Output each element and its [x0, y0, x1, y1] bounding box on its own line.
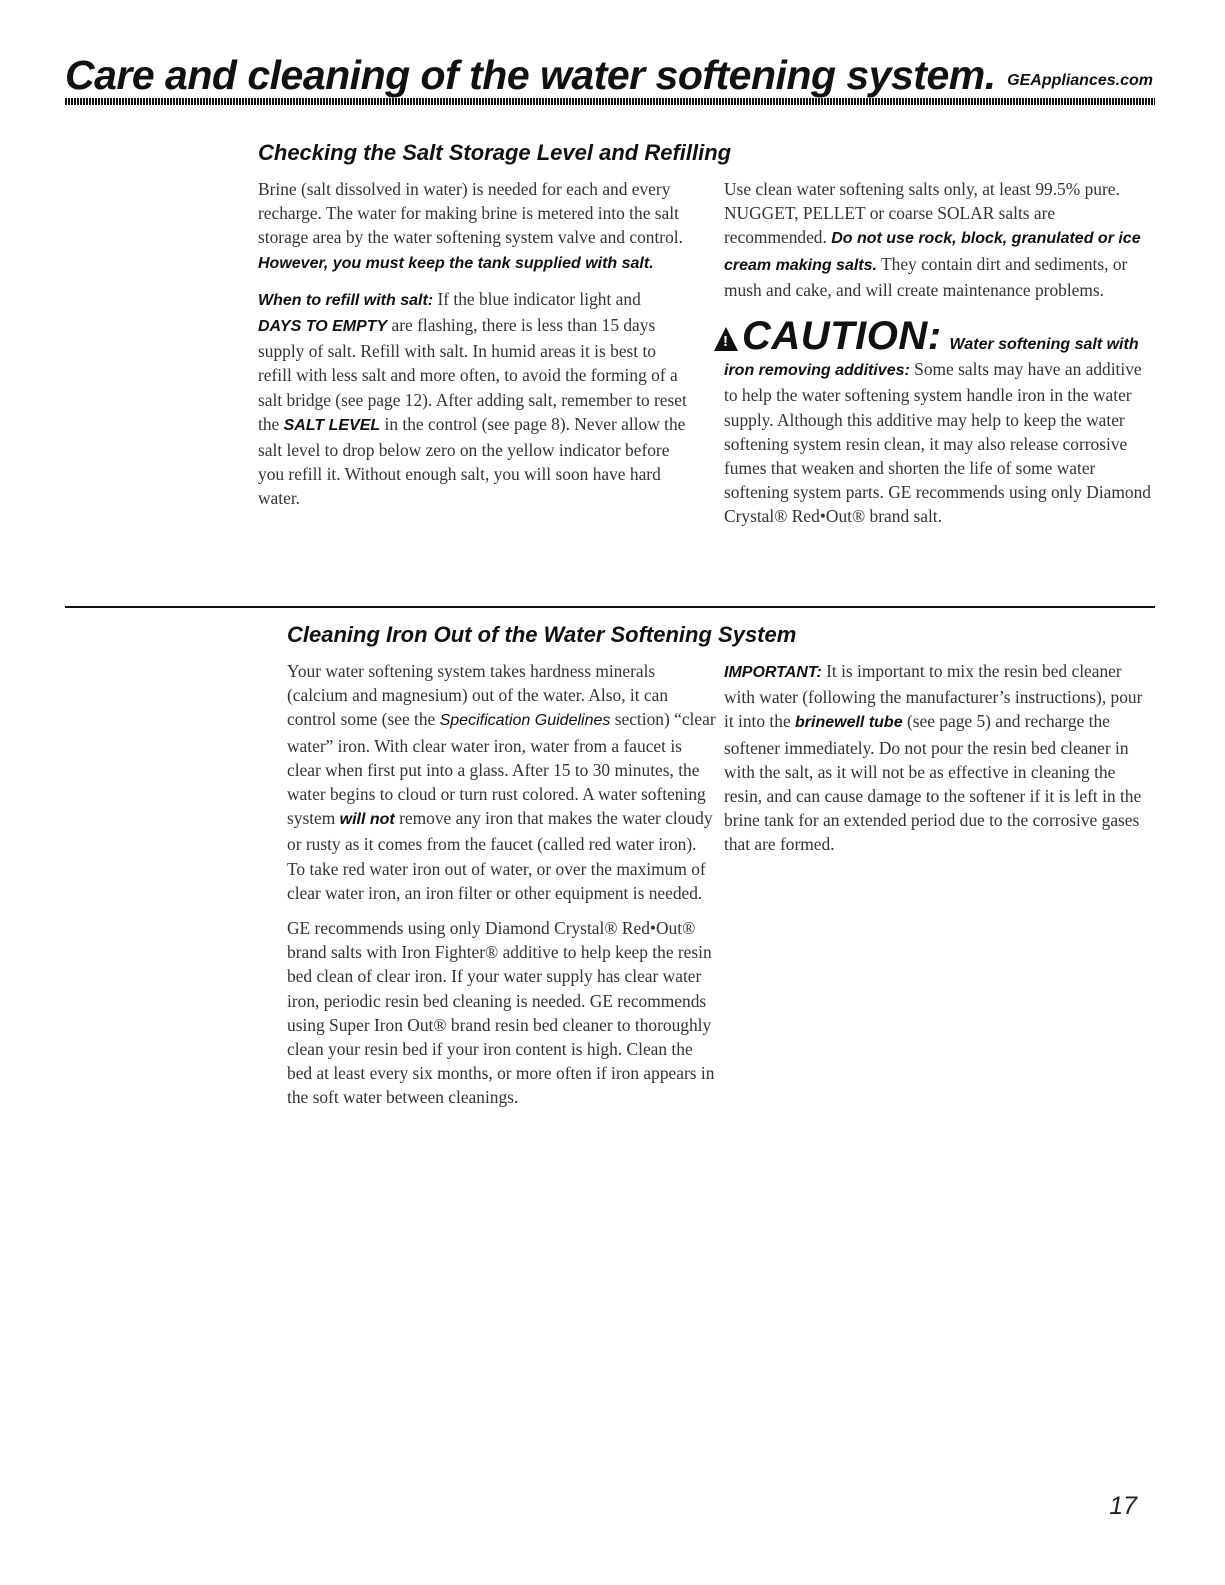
important-label: IMPORTANT:: [724, 664, 822, 681]
page-title: Care and cleaning of the water softening system.: [65, 52, 996, 98]
refill-text-1: If the blue indicator light and: [433, 288, 641, 309]
caution-subtitle-continued: iron removing additives:: [724, 362, 910, 380]
page-number: 17: [1109, 1492, 1137, 1520]
clean-salts-text-2: They contain dirt and sediments, or mush and cake, and will create maintenance problems.: [724, 253, 1128, 300]
refill-text-3: in the control (see page 8). Never allow the salt level to drop below zero on the yellow indicator before you refill it. Without enough salt, you will soon have hard water.: [258, 413, 686, 509]
hardness-paragraph: [287, 659, 717, 905]
important-paragraph: [724, 659, 1154, 857]
brine-paragraph: [258, 177, 688, 276]
recommendation-paragraph: GE recommends using only Diamond Crystal® Red•Out® brand salts with Iron Fighter® additive to help keep the resin bed clean of clear iron. If your water supply has clear water iron, periodic resin bed cleaning is needed. GE recommends using Super Iron Out® brand resin bed cleaner to thoroughly clean your resin bed if your iron content is high. Clean the bed at least every six months, or more often if iron appears in the soft water between cleanings.: [287, 918, 715, 1108]
when-to-refill-paragraph: [258, 287, 688, 511]
section-heading-cleaning-iron: Cleaning Iron Out of the Water Softening System: [287, 622, 797, 647]
salt-level-right-column: [724, 177, 1154, 540]
caution-block: [724, 316, 1154, 529]
specification-guidelines-ref: Specification Guidelines: [439, 712, 611, 730]
refill-text-2: are flashing, there is less than 15 days supply of salt. Refill with salt. In humid areas it is best to refill with less salt and more often, to avoid the forming of a salt bridge (see page 12). After adding salt, remember to reset the: [258, 315, 687, 434]
warning-triangle-icon: [714, 327, 738, 351]
cleaning-iron-left-column: [287, 659, 717, 1121]
will-not-emphasis: will not: [339, 811, 395, 829]
section-heading-salt-level: Checking the Salt Storage Level and Refilling: [258, 140, 732, 165]
brinewell-tube-label: brinewell tube: [795, 714, 903, 732]
clean-salts-text: Use clean water softening salts only, at least 99.5% pure. NUGGET, PELLET or coarse SOLAR salts are recommended.: [724, 179, 1120, 248]
salt-level-label: SALT LEVEL: [283, 416, 381, 434]
caution-label: CAUTION:: [742, 314, 942, 359]
brine-text: Brine (salt dissolved in water) is needed for each and every recharge. The water for making brine is metered into the salt storage area by the water softening system valve and control.: [258, 179, 683, 248]
days-to-empty-label: DAYS TO EMPTY: [258, 318, 388, 336]
clean-salts-paragraph: [724, 177, 1154, 302]
hardness-text-2: section) “clear water” iron. With clear water iron, water from a faucet is clear when first put into a glass. After 15 to 30 minutes, the water begins to cloud or turn rust colored. A water softening system: [287, 709, 716, 829]
caution-subtitle: Water softening salt with: [949, 336, 1139, 354]
keep-supplied-warning: However, you must keep the tank supplied with salt.: [258, 254, 654, 272]
salts-warning: Do not use rock, block, granulated or ice cream making salts.: [724, 230, 1141, 274]
caution-body: [724, 357, 1154, 528]
cleaning-iron-right-column: [724, 659, 1154, 868]
hardness-text-1: Your water softening system takes hardness minerals (calcium and magnesium) out of the water. Also, it can control some (see the: [287, 661, 669, 730]
important-text-2: (see page 5) and recharge the softener immediately. Do not pour the resin bed cleaner in with the salt, as it will not be as effective in cleaning the resin, and can cause damage to the softener if it is left in the brine tank for an extended period due to the corrosive gases that are formed.: [724, 711, 1142, 855]
header-divider: [65, 98, 1155, 105]
section-divider: [65, 606, 1155, 608]
when-to-refill-label: When to refill with salt:: [258, 291, 434, 309]
hardness-text-3: remove any iron that makes the water cloudy or rusty as it comes from the faucet (called red water iron). To take red water iron out of water, or over the maximum of clear water iron, an iron filter or other equipment is needed.: [287, 808, 713, 903]
caution-header: [714, 316, 1154, 357]
website-link[interactable]: GEAppliances.com: [1007, 72, 1153, 89]
salt-level-left-column: [258, 177, 688, 522]
caution-text: Some salts may have an additive to help the water softening system handle iron in the water supply. Although this additive may help to keep the water softening system resin clean, it may also release corrosive fumes that weaken and shorten the life of some water softening system parts. GE recommends using only Diamond Crystal® Red•Out® brand salt.: [724, 359, 1151, 527]
important-text-1: It is important to mix the resin bed cleaner with water (following the manufacturer’s instructions), pour it into the: [724, 661, 1143, 732]
